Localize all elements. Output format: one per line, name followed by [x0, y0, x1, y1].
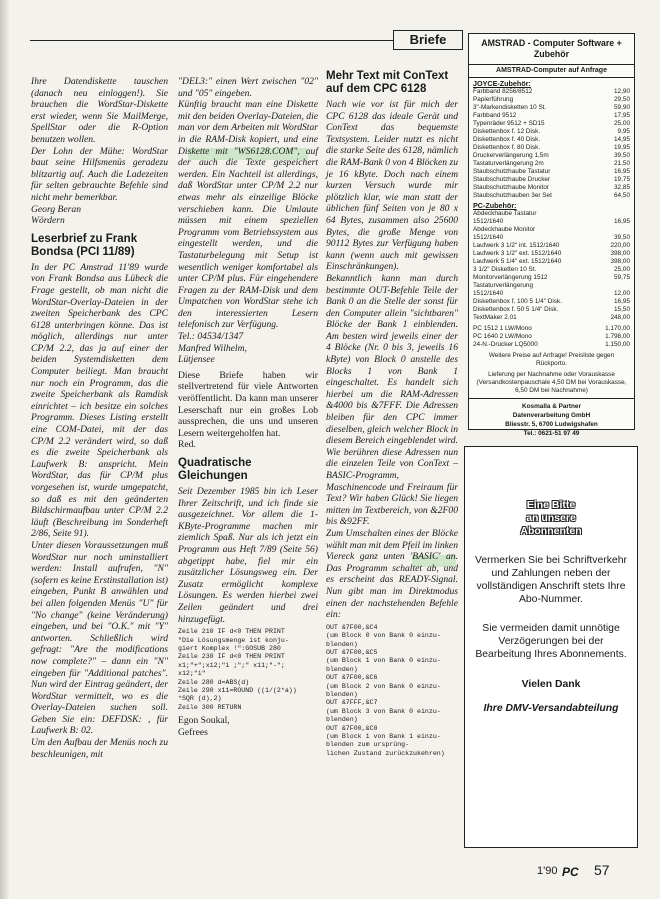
telephone: Tel.: 04534/1347	[178, 331, 244, 343]
ad-section-heading: JOYCE-Zubehör:	[473, 79, 531, 88]
price-row	[473, 242, 630, 250]
paragraph: Um den Aufbau der Menüs noch zu beschleunigen, mit	[31, 737, 168, 760]
price-row	[473, 341, 630, 349]
item-price: 59,75	[614, 274, 630, 281]
price-list	[473, 210, 630, 322]
column-3	[326, 70, 458, 761]
price-list	[473, 88, 630, 200]
item-price: 19,75	[614, 176, 630, 183]
ad-address	[469, 398, 634, 441]
item-name: 1512/1640	[473, 290, 504, 297]
price-row	[473, 290, 630, 298]
price-row	[473, 258, 630, 266]
item-name: Tastaturverlängerung 2m	[473, 160, 544, 167]
page-number: 57	[594, 862, 610, 878]
item-name: Staubschutzhaube Tastatur	[473, 168, 551, 175]
ad-section-heading: PC-Zubehör:	[473, 201, 517, 210]
price-row	[473, 218, 630, 226]
paragraph: Wie berühren diese Adressen nun die einzelen Teile von ConText – BASIC-Programm, Maschinencode und Freiraum für Text? Wir haben Glück! Sie liegen mitten im Textbereich, von &2F00 bis &92FF.	[326, 446, 458, 528]
item-name: Papierführung	[473, 96, 514, 103]
item-price: 1.150,00	[605, 341, 630, 348]
item-price: 12,00	[614, 290, 630, 297]
item-price: 59,90	[614, 104, 630, 111]
item-name: 24-N.-Drucker LQ5000	[473, 341, 538, 348]
item-name: PC 1640 2 LW/Mono	[473, 333, 532, 340]
item-price: 25,00	[614, 120, 630, 127]
ad-title: AMSTRAD - Computer Software + Zubehör	[469, 34, 634, 65]
signature-place: Gefrees	[178, 726, 208, 738]
item-name: Staubschutzhauben 3er Set	[473, 192, 552, 199]
price-row	[473, 168, 630, 176]
company-phone: Tel.: 0621-51 97 49	[523, 430, 580, 437]
price-row	[473, 104, 630, 112]
code-listing: Zeile 210 IF d<0 THEN PRINT "Die Lösungsmenge ist konju- giert Komplex !":GOSUB 280 Zeile 230 IF d<0 THEN PRINT x1;"+";x12;"i ;";" x11;"-"; x12;"i" Zeile 280 d=ABS(d) Zeile 290 x11=ROUND ((1/(2*a)) *SQR (d),2) Zeile 300 RETURN	[178, 628, 297, 711]
price-row	[473, 306, 630, 314]
item-name: Tastaturverlängerung	[473, 282, 534, 289]
editor-note: Diese Briefe haben wir stellvertretend für viele Antworten veröffentlicht. Da kann man unserer Leserschaft nur ein großes Lob aussprechen, die uns und unseren Lesern weitergeholfen hat.	[178, 369, 318, 439]
price-row	[473, 210, 630, 218]
signature-place: Lütjensee	[178, 354, 215, 366]
item-price: 16,95	[614, 298, 630, 305]
paragraph: Ihre Datendiskette tauschen (danach neu einloggen!). Sie brauchen die WordStar-Diskette erst wieder, wenn Sie MailMerge, SpellStar oder die R-Option benutzen wollen.	[31, 76, 168, 145]
item-price: 64,50	[614, 192, 630, 199]
paragraph: Der Lohn der Mühe: WordStar baut seine Hilfsmenüs geradezu blitzartig auf. Auch die Ladezeiten für selten gebrauchte Befehle sind nicht mehr bemerkbar.	[31, 145, 168, 203]
item-name: Typenräder 9512 + SD15	[473, 120, 545, 127]
price-row	[473, 250, 630, 258]
notice-paragraph: Sie vermeiden damit unnötige Verzögerungen bei der Bearbeitung Ihres Abonnements.	[475, 623, 627, 660]
item-name: Diskettenbox f. 40 Disk.	[473, 136, 541, 143]
signature-place: Wördern	[31, 215, 65, 227]
item-price: 398,00	[610, 258, 630, 265]
item-name: Laufwerk 5 1/4" ext. 1512/1640	[473, 258, 562, 265]
price-row	[473, 160, 630, 168]
item-name: Laufwerk 3 1/2" ext. 1512/1640	[473, 250, 562, 257]
price-row	[473, 234, 630, 242]
item-name: 1512/1640	[473, 234, 504, 241]
price-row	[473, 226, 630, 234]
price-row	[473, 325, 630, 333]
price-row	[473, 266, 630, 274]
paragraph: Nach wie vor ist für mich der CPC 6128 das ideale Gerät und ConText das bequemste Textsystem. Leider nutzt es nicht die starke Seite des 6128, nämlich die RAM-Bank 0 von 4 Blöcken zu je 16 kByte. Doch nach einem kurzen Versuch wurde mir plötzlich klar, wie man statt der üblichen fünf Seiten von je 80 x 64 Bytes, zusammen also 25600 Bytes, die große Menge von 90112 Bytes zur Verfügung haben kann (wenn auch mit gewissen Einschränkungen).	[326, 99, 458, 273]
price-row	[473, 144, 630, 152]
item-name: 3"-Markendisketten 10 St.	[473, 104, 547, 111]
item-price: 12,90	[614, 88, 630, 95]
article-heading: Mehr Text mit ConText auf dem CPC 6128	[326, 70, 449, 95]
item-name: Diskettenbox f. 100 5 1/4" Disk.	[473, 298, 562, 305]
price-row	[473, 128, 630, 136]
price-row	[473, 184, 630, 192]
price-row	[473, 176, 630, 184]
paragraph: Bekanntlich kann man durch bestimmte OUT-Befehle Teile der Bank 0 an die Stelle der sonst für den Computer allein "sichtbaren" Blöcke der Bank 1 einblenden. Am besten wird jeweils einer der 4 Blöcke (Nr. 0 bis 3, jeweils 16 kByte) von Block 0 anstelle des Blocks 1 von Bank 1 eingeschaltet. Es handelt sich hierbei um die RAM-Adressen &4000 bis &7FFF. Die Adressen bleiben für den CPC immer dieselben, gleich welcher Block in diesem Bereich eingeblendet wird.	[326, 272, 458, 447]
item-name: Diskettenbox f. 80 Disk.	[473, 144, 541, 151]
item-name: Abdeckhaube Monitor	[473, 226, 536, 233]
ad-note: Lieferung per Nachnahme oder Vorauskasse (Versandkostenpauschale 4,50 DM bei Vorauskasse, 6,50 DM bei Nachnahme)	[476, 371, 627, 394]
editor-signature: Red.	[178, 439, 196, 451]
magazine-logo: PC	[562, 865, 579, 879]
price-row	[473, 152, 630, 160]
article-heading: Leserbrief zu Frank Bondsa (PCI 11/89)	[31, 232, 138, 258]
price-row	[473, 282, 630, 290]
price-list	[473, 325, 630, 349]
item-price: 16,95	[614, 218, 630, 225]
signature-name: Egon Soukal,	[178, 715, 230, 727]
item-name: Laufwerk 3 1/2" int. 1512/1640	[473, 242, 560, 249]
price-row	[473, 192, 630, 200]
item-price: 9,95	[617, 128, 630, 135]
item-price: 248,00	[610, 314, 630, 321]
item-name: Staubschutzhaube Drucker	[473, 176, 551, 183]
price-row	[473, 112, 630, 120]
notice-paragraph: Vermerken Sie bei Schriftverkehr und Zahlungen neben der vollständigen Anschrift stets Ihre Abo-Nummer.	[475, 555, 627, 605]
paragraph: Seit Dezember 1985 bin ich Leser Ihrer Zeitschrift, und ich finde sie ausgezeichnet. Vor allem die 1-KByte-Programme machen mir ziemlich Spaß. Nur als ich jetzt ein Programm aus Heft 7/89 (Seite 56) abgetippt habe, fiel mir ein zusätzlicher Lösungsweg ein. Der Zusatz ermöglicht komplexe Lösungen. Es werden hierbei zwei Zeilen geändert und drei hinzugefügt.	[178, 486, 318, 625]
item-price: 21,50	[614, 160, 630, 167]
ad-subtitle: AMSTRAD-Computer auf Anfrage	[469, 65, 634, 78]
column-1	[31, 76, 168, 760]
item-name: 3 1/2" Disketten 10 St.	[473, 266, 537, 273]
item-price: 17,95	[614, 112, 630, 119]
item-name: PC 1512 1 LW/Mono	[473, 325, 532, 332]
item-name: TextMaker 2.01	[473, 314, 517, 321]
signature-name: Georg Beran	[31, 203, 82, 215]
price-row	[473, 314, 630, 322]
item-name: Farbband 8256/8512	[473, 88, 533, 95]
item-name: Farbband 9512	[473, 112, 517, 119]
notice-title: Eine Bitte an unsere Abonnenten	[520, 499, 582, 537]
price-row	[473, 96, 630, 104]
item-price: 398,00	[610, 250, 630, 257]
item-name: Diskettenbox f. 12 Disk.	[473, 128, 541, 135]
item-price: 1.798,00	[605, 333, 630, 340]
item-price: 16,95	[614, 168, 630, 175]
code-listing: OUT &7F00,&C4 (um Block 0 von Bank 0 einzu- blenden) OUT &7F00,&C5 (um Block 1 von Bank 0 einzu- blenden) OUT &7F00,&C6 (um Block 2 von Bank 0 einzu- blenden) OUT &7FFF,&C7 (um Block 3 von Bank 0 einzu- blenden) OUT &7F00,&C0 (um Block 1 von Bank 1 einzu- blenden zum ursprüng- lichen Zustand zurückzukehren)	[326, 623, 445, 757]
price-row	[473, 136, 630, 144]
item-price: 19,95	[614, 144, 630, 151]
subscriber-notice-box	[464, 446, 638, 848]
company-name: Kosmalla & Partner	[522, 403, 581, 410]
issue-number: 1'90	[537, 865, 558, 877]
item-name: Abdeckhaube Tastatur	[473, 210, 537, 217]
column-2	[178, 76, 318, 738]
item-name: Diskettenbox f. 50 5 1/4" Disk.	[473, 306, 559, 313]
advertisement-box	[468, 33, 635, 437]
ad-note: Weitere Preise auf Anfrage! Preisliste gegen Rückporto.	[488, 352, 615, 367]
paragraph: "DEL3:" einen Wert zwischen "02" und "05" eingeben.	[178, 76, 318, 99]
paragraph: Unter diesen Voraussetzungen muß WordStar nur noch uminstalliert werden: Install aufrufen, "N" (sofern es keine Erstinstallation ist) eingeben, Punkt B anwählen und bei allen folgenden Menüs "U" für "No change" (keine Veränderung) eingeben, und bei "O.K." mit "Y" antworten. Schließlich wird gefragt: "Are the modifications now complete?" – dann ein "N" eingeben für "Additional patches". Nun wird der Eintrag geändert, der WordStar vermittelt, wo es die Overlay-Dateien suchen soll. Geben Sie ein: DEFDSK: , für Laufwerk B: 02.	[31, 539, 168, 737]
item-price: 14,95	[614, 136, 630, 143]
notice-thanks: Vielen Dank	[521, 679, 581, 690]
notice-signature: Ihre DMV-Versandabteilung	[483, 703, 619, 714]
section-label: Briefe	[393, 30, 463, 50]
company-street: Bliesstr. 5, 6700 Ludwigshafen	[505, 421, 598, 428]
item-price: 29,50	[614, 96, 630, 103]
item-name: Druckerverlängerung 1,5m	[473, 152, 549, 159]
price-row	[473, 333, 630, 341]
page-binding-shadow	[0, 0, 10, 899]
signature-name: Manfred Wilhelm,	[178, 342, 247, 354]
item-price: 39,50	[614, 152, 630, 159]
item-name: Monitorverlängerung 1512	[473, 274, 548, 281]
company-type: Datenverarbeitung GmbH	[512, 412, 591, 419]
price-row	[473, 88, 630, 96]
item-price: 1.170,00	[605, 325, 630, 332]
price-row	[473, 274, 630, 282]
price-row	[473, 120, 630, 128]
article-heading: Quadratische Gleichungen	[178, 457, 252, 482]
price-row	[473, 298, 630, 306]
item-price: 220,00	[610, 242, 630, 249]
item-price: 39,50	[614, 234, 630, 241]
item-price: 25,00	[614, 266, 630, 273]
item-price: 15,50	[614, 306, 630, 313]
paragraph: In der PC Amstrad 11'89 wurde von Frank Bondsa aus Lübeck die Frage gestellt, ob man nicht die WordStar-Overlay-Dateien in der zweiten Speicherbank des CPC 6128 unterbringen könne. Das ist möglich, allerdings nur unter CP/M 2.2, das ja auf einer der beiden Systemdisketten dem Computer beiliegt. Man braucht nur noch ein Programm, das die zweite Speicherbank als Ramdisk einrichtet – ich besitze ein solches Programm. Dieses Listing erstellt eine COM-Datei, mit der das CP/M 2.2 verändert wird, so daß es die zweite Speicherbank als Laufwerk B: anspricht. Mein WordStar, das für CP/M plus vorgesehen ist, wurde umgepatcht, so daß es mit den geänderten Bildschirmaufbau unter CP/M 2.2 läuft (Beschreibung im Sonderheft 2/86, Seite 91).	[31, 261, 168, 540]
item-name: 1512/1640	[473, 218, 504, 225]
item-name: Staubschutzhaube Monitor	[473, 184, 550, 191]
paragraph: Zum Umschalten eines der Blöcke wählt man mit dem Pfeil im linken Viereck ganz unten 'BASIC' an. Das Programm schaltet ab, und es erscheint das READY-Signal. Nun gibt man im Direktmodus einen der nachstehenden Befehle ein:	[326, 527, 458, 621]
header-rule	[30, 40, 450, 41]
paragraph: Künftig braucht man eine Diskette mit den beiden Overlay-Dateien, die man vor dem Arbeiten mit WordStar in die RAM-Disk kopiert, und eine Diskette mit "WS6128.COM", auf der auch die Texte gespeichert werden. Ein Nachteil ist allerdings, daß WordStar unter CP/M 2.2 nur etwas mehr als einzeilige Blöcke verschieben kann. Die Umlaute müssen mit einem speziellen Programm vom Betriebssystem aus eingestellt werden, und die Tastaturbelegung mit Setup ist wesentlich weniger komfortabel als unter CP/M plus. Für eingehendere Fragen zu der RAM-Disk und dem Umpatchen von WordStar stehe ich den interessierten Lesern telefonisch zur Verfügung.	[178, 99, 318, 331]
item-price: 32,85	[614, 184, 630, 191]
